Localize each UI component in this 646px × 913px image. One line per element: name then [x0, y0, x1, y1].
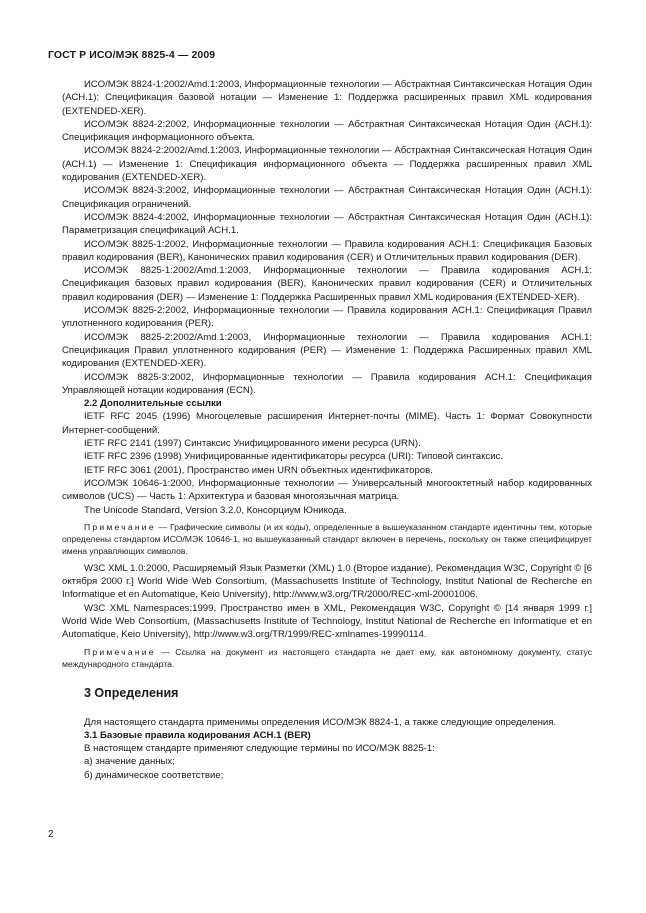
reference-entry: W3C XML 1.0:2000, Расширяемый Язык Разметки (XML) 1.0 (Второе издание), Рекомендация W3C, Copyright © [6 октября 2000 г.] World Wide Web Consortium, (Massachusetts Institute of Technology, Institut National de Recherche en Informatique et en Automatique, Keio University), http://www.w3.org/TR/2000/REC-xml-20001006. [62, 562, 592, 601]
reference-entry: ИСО/МЭК 8825-1:2002/Amd.1:2003, Информационные технологии — Правила кодирования АСН.1: Спецификация базовых правил кодирования (BER), Канонических правил кодирования (CER) и Отличительных правил кодирования (DER) — Изменение 1: Поддержка Расширенных правил XML кодирования (EXTENDED-XER). [62, 265, 592, 303]
reference-entry: ИСО/МЭК 8824-2:2002, Информационные технологии — Абстрактная Синтаксическая Нотация Один (АСН.1): Спецификация информационного объекта. [62, 118, 592, 144]
section-heading-3: 3 Определения [84, 685, 179, 700]
reference-entry: ИСО/МЭК 8824-2:2002/Amd.1:2003, Информационные технологии — Абстрактная Синтаксическая Нотация Один (АСН.1) — Изменение 1: Спецификация информационного объекта — Поддержка расширенных правил XML кодирования (EXTENDED-XER). [62, 145, 592, 184]
page-number: 2 [48, 829, 54, 840]
note-text: — Ссылка на документ из настоящего стандарта не дает ему, как автономному документу, статус международного стандарта. [62, 646, 592, 669]
reference-entry: ИСО/МЭК 8825-2:2002/Amd.1:2003, Информационные технологии — Правила кодирования АСН.1: Спецификация Правил уплотненного кодирования (PER) — Изменение 1: Поддержка Расширенных правил XML кодирования (EXTENDED-XER). [62, 331, 592, 370]
reference-entry: ИСО/МЭК 8824-3:2002, Информационные технологии — Абстрактная Синтаксическая Нотация Один (АСН.1): Спецификация ограничений. [62, 185, 592, 210]
subsection-heading-2-2: 2.2 Дополнительные ссылки [84, 398, 222, 410]
note-text: — Графические символы (и их коды), определенные в вышеуказанном стандарте идентичны тем, которые определены стандартом ИСО/МЭК 10646-1, но вышеуказанный стандарт включен в перечень, поскольку он также специфицирует имена управляющих символов. [62, 521, 592, 556]
list-item: б) динамическое соответствие; [84, 769, 224, 781]
reference-entry: IETF RFC 2045 (1996) Многоцелевые расширения Интернет-почты (MIME). Часть 1: Формат Совокупности Интернет-сообщений. [62, 411, 592, 436]
running-header: ГОСТ Р ИСО/МЭК 8825-4 — 2009 [48, 49, 216, 61]
reference-entry: ИСО/МЭК 8825-2:2002, Информационные технологии — Правила кодирования АСН.1: Спецификация Правил уплотненного кодирования (PER). [62, 305, 592, 330]
reference-entry: IETF RFC 2141 (1997) Синтаксис Унифицированного имени ресурса (URN). [84, 438, 421, 450]
page-body [62, 78, 592, 782]
reference-entry: IETF RFC 2396 (1998) Унифицированные идентификаторы ресурса (URI): Типовой синтаксис. [84, 451, 504, 463]
section-intro: Для настоящего стандарта применимы определения ИСО/МЭК 8824-1, а также следующие определения. [84, 716, 557, 728]
reference-entry: IETF RFC 3061 (2001), Пространство имен URN объектных идентификаторов. [84, 464, 433, 476]
note-label: Примечание [84, 521, 156, 532]
subsection-heading-3-1: 3.1 Базовые правила кодирования АСН.1 (BER) [84, 729, 311, 741]
reference-entry: ИСО/МЭК 10646-1:2000, Информационные технологии — Универсальный многооктетный набор кодированных символов (UCS) — Часть 1: Архитектура и базовая многоязычная матрица. [62, 477, 592, 503]
reference-entry: W3C XML Namespaces:1999, Пространство имен в XML, Рекомендация W3C, Copyright © [14 января 1999 г.] World Wide Web Consortium, (Massachusetts Institute of Technology, Institut National de Recherche en Informatique et en Automatique, Keio University), http://www.w3.org/TR/1999/REC-xmlnames-19990114. [62, 602, 592, 641]
note-paragraph [62, 646, 592, 670]
reference-entry: ИСО/МЭК 8825-3:2002, Информационные технологии — Правила кодирования АСН.1: Спецификация Управляющей нотации кодирования (ECN). [62, 371, 592, 396]
reference-entry: ИСО/МЭК 8824-4:2002, Информационные технологии — Абстрактная Синтаксическая Нотация Один (АСН.1): Параметризация спецификаций АСН.1. [62, 211, 592, 237]
subsection-lead: В настоящем стандарте применяют следующие термины по ИСО/МЭК 8825-1: [84, 743, 435, 755]
reference-entry: ИСО/МЭК 8824-1:2002/Amd.1:2003, Информационные технологии — Абстрактная Синтаксическая Нотация Один (АСН.1): Спецификация базовой нотации — Изменение 1: Поддержка расширенных правил XML кодирования (EXTENDED-XER). [62, 79, 592, 117]
reference-entry: ИСО/МЭК 8825-1:2002, Информационные технологии — Правила кодирования АСН.1: Спецификация Базовых правил кодирования (BER), Канонических правил кодирования (CER) и Отличительных правил кодирования (DER). [62, 238, 592, 263]
note-label: Примечание [84, 646, 156, 657]
reference-entry: The Unicode Standard, Version 3.2.0, Консорциум Юникода. [84, 504, 347, 516]
note-paragraph [62, 521, 592, 557]
list-item: а) значение данных; [84, 756, 175, 768]
